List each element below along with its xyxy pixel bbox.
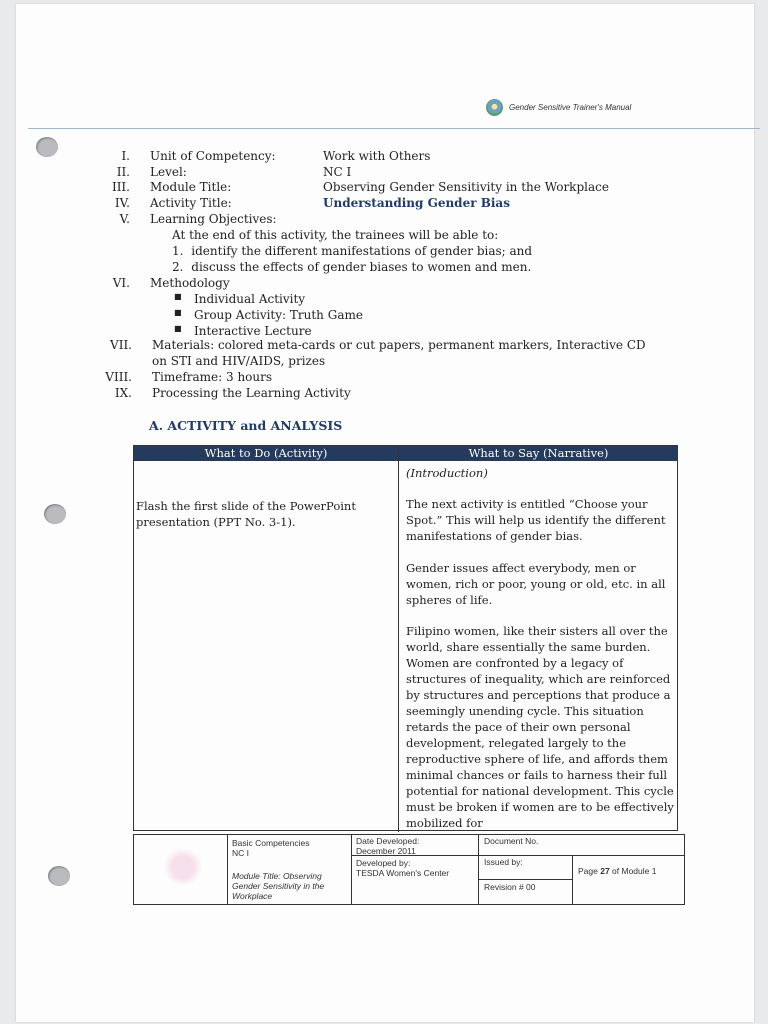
toc-roman: IV.: [114, 196, 130, 210]
footer-issued-by: Issued by:: [484, 857, 523, 867]
objective-number: 1.: [172, 244, 184, 258]
footer-divider: [478, 835, 479, 904]
footer-rule: [478, 879, 572, 880]
toc-row-timeframe: [16, 370, 736, 385]
toc-label: Module Title:: [150, 180, 232, 194]
activity-title: Understanding Gender Bias: [323, 196, 510, 210]
footer-module-title: Module Title: Observing Gender Sensitivity in the Workplace: [232, 871, 325, 901]
footer-competencies: Basic Competencies: [232, 838, 310, 848]
toc-value: Observing Gender Sensitivity in the Workplace: [323, 180, 609, 194]
footer-date-label: Date Developed:: [356, 836, 420, 846]
footer-page-number: [578, 866, 656, 876]
footer-divider: [351, 835, 352, 904]
header-rule: [28, 128, 760, 129]
methodology-item: [174, 324, 312, 338]
footer-revision: Revision # 00: [484, 882, 536, 892]
binder-hole: [48, 866, 70, 886]
toc-label: Unit of Competency:: [150, 149, 276, 163]
footer-divider: [227, 835, 228, 904]
objective-item: [172, 260, 531, 274]
toc-row-methodology: [16, 276, 736, 291]
methodology-text: Interactive Lecture: [194, 324, 312, 338]
toc-row-activity: [16, 196, 736, 211]
running-header: [486, 99, 631, 116]
binder-hole: [44, 504, 66, 524]
narrative-paragraph: Gender issues affect everybody, men or women, rich or poor, young or old, etc. in all spheres of life.: [406, 561, 666, 607]
document-footer: [133, 834, 685, 905]
toc-roman: II.: [116, 165, 130, 179]
methodology-text: Group Activity: Truth Game: [194, 308, 363, 322]
toc-row-materials: [16, 338, 736, 353]
toc-roman: I.: [121, 149, 130, 163]
toc-label: Learning Objectives:: [150, 212, 277, 226]
toc-row-level: [16, 165, 736, 180]
objective-text: discuss the effects of gender biases to women and men.: [191, 260, 532, 274]
materials-continued: on STI and HIV/AIDS, prizes: [152, 354, 326, 368]
bullet-icon: ■: [174, 308, 182, 317]
narrative-paragraph: The next activity is entitled “Choose your Spot.” This will help us identify the different manifestations of gender bias.: [406, 497, 666, 543]
table-header-narrative: What to Say (Narrative): [399, 446, 678, 461]
objective-number: 2.: [172, 260, 184, 274]
tesda-logo-icon: [486, 99, 503, 116]
bullet-icon: ■: [174, 292, 182, 301]
footer-developed-value: TESDA Women's Center: [356, 868, 450, 878]
toc-label: Processing the Learning Activity: [152, 386, 351, 400]
toc-roman: VII.: [110, 338, 132, 352]
toc-row-unit: [16, 149, 736, 164]
methodology-text: Individual Activity: [194, 292, 306, 306]
activity-cell: Flash the first slide of the PowerPoint presentation (PPT No. 3-1).: [136, 499, 356, 529]
toc-row-processing: [16, 386, 736, 401]
objective-text: identify the different manifestations of gender bias; and: [191, 244, 533, 258]
table-header-activity: What to Do (Activity): [134, 446, 398, 461]
toc-row-objectives: [16, 212, 736, 227]
document-page: [16, 4, 754, 1022]
toc-label: Activity Title:: [150, 196, 232, 210]
narrative-paragraph: Filipino women, like their sisters all over the world, share essentially the same burden. Women are confronted by a legacy of structures of inequality, which are reinforced by structures and perceptions that produce a seemingly unending cycle. This situation retards the pace of their own personal development, relegated largely to the reproductive sphere of life, and affords them minimal chances or fails to harness their full potential for national development. This cycle must be broken if women are to be effectively mobilized for: [406, 624, 674, 828]
toc-roman: VI.: [112, 276, 130, 290]
page-number: 27: [600, 866, 610, 876]
methodology-item: [174, 292, 305, 306]
toc-value: Work with Others: [323, 149, 431, 163]
section-heading: A. ACTIVITY and ANALYSIS: [149, 418, 343, 433]
toc-row-module: [16, 180, 736, 195]
column-divider: [398, 446, 399, 832]
narrative-intro: (Introduction): [406, 466, 488, 480]
footer-document-no: Document No.: [484, 836, 539, 846]
toc-value: NC I: [323, 165, 352, 179]
toc-label: Level:: [150, 165, 187, 179]
footer-developed-label: Developed by:: [356, 858, 411, 868]
footer-level: NC I: [232, 848, 249, 858]
footer-date-value: December 2011: [356, 846, 416, 856]
toc-label: Timeframe: 3 hours: [152, 370, 273, 384]
logo-stamp-icon: [164, 847, 202, 887]
objective-item: [172, 244, 532, 258]
toc-roman: III.: [111, 180, 130, 194]
manual-title: Gender Sensitive Trainer's Manual: [509, 103, 632, 112]
toc-roman: V.: [119, 212, 130, 226]
page-prefix: Page: [578, 866, 601, 876]
toc-label: Materials: colored meta-cards or cut papers, permanent markers, Interactive CD: [152, 338, 646, 352]
toc-label: Methodology: [150, 276, 230, 290]
page-suffix: of Module 1: [609, 866, 657, 876]
methodology-item: [174, 308, 363, 322]
activity-table: [133, 445, 678, 831]
bullet-icon: ■: [174, 324, 182, 333]
toc-roman: VIII.: [105, 370, 132, 384]
toc-roman: IX.: [114, 386, 132, 400]
objectives-intro: At the end of this activity, the trainees will be able to:: [172, 228, 499, 242]
footer-divider: [572, 855, 573, 904]
